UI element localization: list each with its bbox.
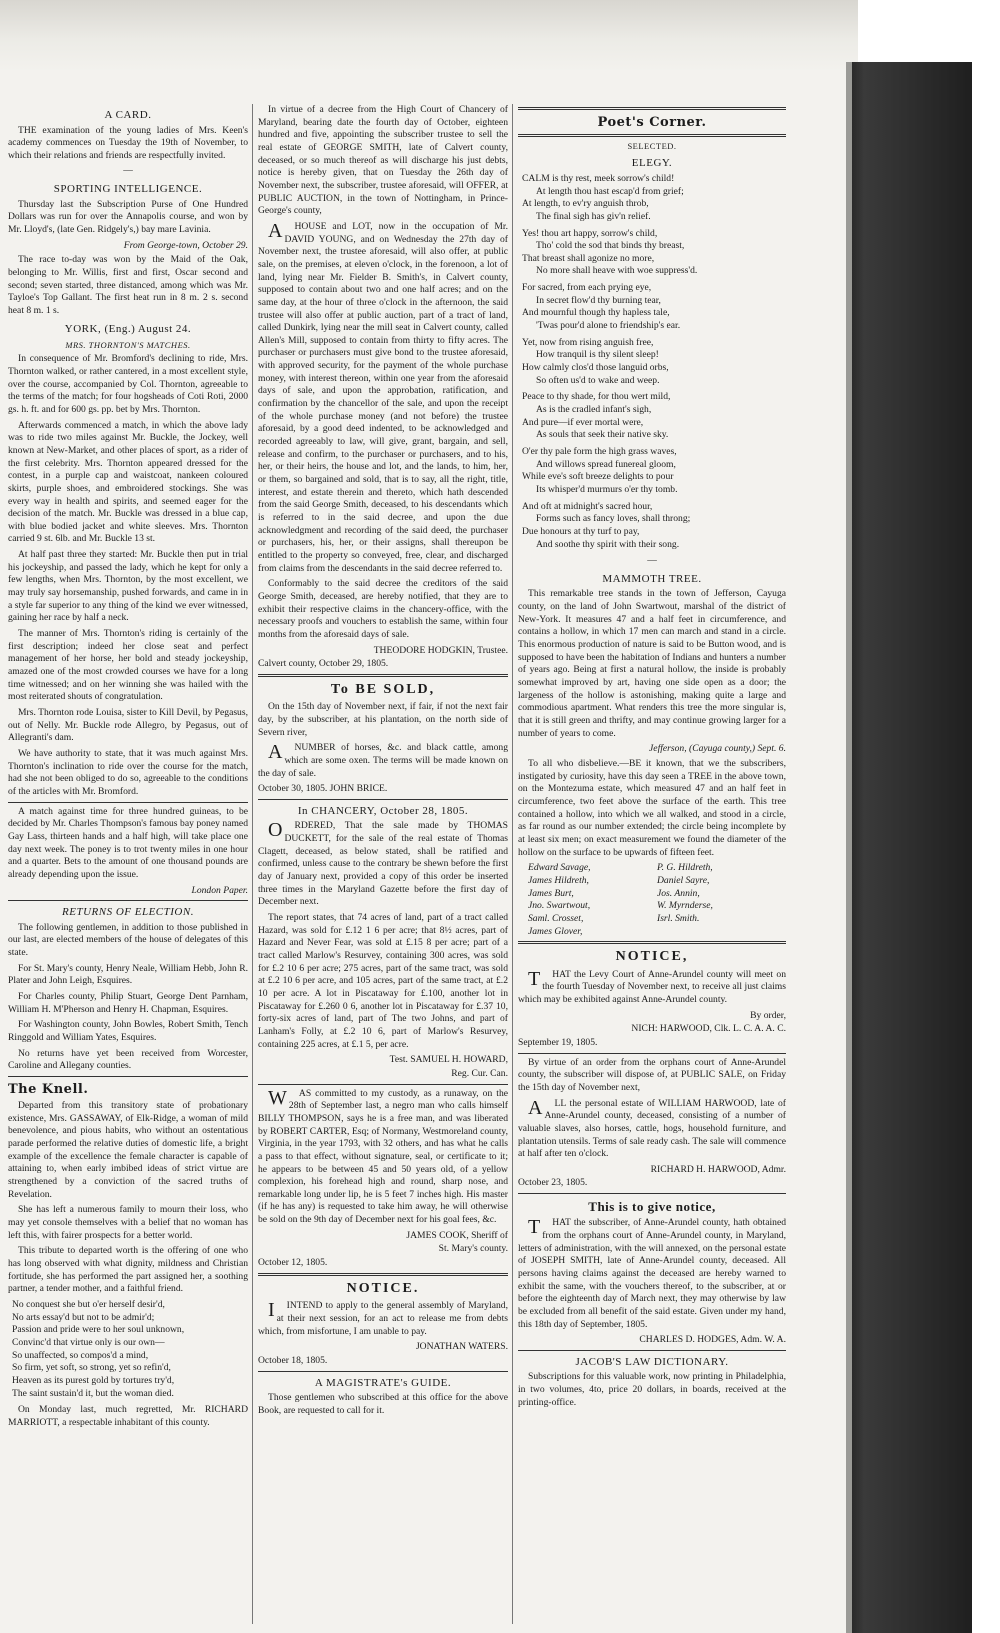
- notice-signature: JONATHAN WATERS.: [415, 1341, 508, 1353]
- thornton-paragraph: In consequence of Mr. Bromford's declining to ride, Mrs. Thornton walked, or rather cantered, in a most excellent style, over the course, accompanied by Col. Thornton, agreeable to the terms of the match; for four hogsheads of Coti Roti, 2000 gs. h. ft. and for 600 gs. pp. bet by Mrs. Thornton.: [8, 353, 248, 415]
- elegy-stanza: [518, 391, 786, 442]
- decree-paragraph: Conformably to the said decree the creditors of the said George Smith, deceased, are hereby notified, that they are to exhibit their respective claims in the chancery-office, with the necessary proofs and vouchers to establish the same, within four months from the aforesaid days of sale.: [258, 578, 508, 640]
- signatory: James Hildreth,: [528, 874, 589, 886]
- match-source: London Paper.: [191, 884, 248, 896]
- knell-title: The Knell.: [8, 1081, 89, 1097]
- poem-line: As is the cradled infant's sigh,: [536, 404, 652, 416]
- levy-signature: NICH: HARWOOD, Clk. L. C. A. A. C.: [631, 1023, 786, 1035]
- divider: [258, 1084, 508, 1085]
- poem-line: Peace to thy shade, for thou wert mild,: [522, 391, 671, 403]
- chancery-paragraph: The report states, that 74 acres of land, part of a tract called Hazard, was sold for £.12 1 6 per acre; that 8½ acres, part of Hazard and Never Fear, was sold at £.15 8 per acre; part of a tract called Marlow's Resurvey, containing 300 acres, was sold for £.2 10 6 per acre; 275 acres, part of the same tract, was sold at £.2 10 6 per acre, and 105 acres, part of the same tract, at £.2 10 per acre. A lot in Piscataway for £.100, another lot in Piscataway for £.260 0 6, another lot in Piscataway for £.37 10, forty-six acres of land, part of The two Johns, and part of Lanham's Folly, at £.2 10 6, part of Marlow's Resurvey, containing 225 acres, at £.1 5, per acre.: [258, 912, 508, 1050]
- give-notice-signature: CHARLES D. HODGES, Adm. W. A.: [639, 1334, 786, 1346]
- york-dateline: YORK, (Eng.) August 24.: [64, 322, 192, 335]
- book-binding: [852, 62, 972, 1633]
- poem-line: Convinc'd that virtue only is our own—: [12, 1336, 165, 1348]
- poem-line: And pure—if ever mortal were,: [522, 416, 644, 428]
- signatory: P. G. Hildreth,: [657, 862, 713, 874]
- signatory: Saml. Crosset,: [528, 912, 584, 924]
- divider: [258, 799, 508, 800]
- signatory: Edward Savage,: [528, 862, 591, 874]
- georgetown-dateline: From George-town, October 29.: [123, 239, 248, 251]
- harwood-paragraph: By virtue of an order from the orphans court of Anne-Arundel county, the subscriber will dispose of, at PUBLIC SALE, on Friday the 15th day of November next,: [518, 1056, 786, 1093]
- signatory: Jos. Annin,: [657, 887, 700, 899]
- elegy-stanza: [518, 446, 786, 497]
- poem-line: Its whisper'd murmurs o'er thy tomb.: [536, 483, 678, 495]
- sold-paragraph: ANUMBER of horses, &c. and black cattle, among which are some oxen. The terms will be made known on the day of sale.: [258, 741, 508, 779]
- mammoth-paragraph: To all who disbelieve.—BE it known, that we the subscribers, instigated by curiosity, have this day seen a TREE in the above town, on the Montezuma estate, which measured 47 and an half feet in circumference, two feet above the surface of the earth. This tree contained a hollow, into which we all walked, and stood in a circle, as far round as our number extended; the circle being incomplete by at least six men; on exact measurement we found the diameter of the hollow on the surface to be upwards of fifteen feet.: [518, 757, 786, 858]
- poem-line: The final sigh has giv'n relief.: [536, 210, 651, 222]
- poem-line: As souls that seek their native sky.: [536, 429, 669, 441]
- sporting-text: Thursday last the Subscription Purse of One Hundred Dollars was run for over the Annapolis course, and won by Mr. Lloyd's, (late Gen. Ridgely's,) bay mare Lavinia.: [8, 198, 248, 235]
- poem-line: No arts essay'd but not to be admir'd;: [12, 1311, 155, 1323]
- chancery-signature-title: Reg. Cur. Can.: [451, 1067, 508, 1079]
- poem-line: The saint sustain'd it, but the woman died.: [12, 1387, 174, 1399]
- guide-text: Those gentlemen who subscribed at this office for the above Book, are requested to call for it.: [258, 1392, 508, 1416]
- knell-paragraph: This tribute to departed worth is the offering of one who has long observed with what dignity, mildness and Christian fortitude, she has performed the part assigned her, a soothing partner, a tender mother, and a faithful friend.: [8, 1245, 248, 1295]
- signatory: James Burt,: [528, 887, 574, 899]
- election-paragraph: The following gentlemen, in addition to those published in our last, are elected members of the house of delegates of this state.: [8, 921, 248, 959]
- knell-paragraph: She has left a numerous family to mourn their loss, who may yet console themselves with a belief that no woman has left this, with fairer prospects for a better world.: [8, 1204, 248, 1241]
- chancery-paragraph: ORDERED, That the sale made by THOMAS DUCKETT, for the sale of the real estate of Thomas Clagett, deceased, as below stated, shall be ratified and confirmed, unless cause to the contrary be shewn before the first day of January next, provided a copy of this order be inserted three times in the Maryland Gazette before the first day of December next.: [258, 819, 508, 908]
- levy-text: THAT the Levy Court of Anne-Arundel county will meet on the fourth Tuesday of November next, to receive all just claims which may be exhibited against Anne-Arundel county.: [518, 967, 786, 1005]
- divider: [518, 1053, 786, 1054]
- card-text: THE examination of the young ladies of Mrs. Keen's academy commences on Tuesday the 19th of November, to which their relations and friends are respectfully invited.: [8, 124, 248, 161]
- poets-corner-title: Poet's Corner.: [597, 115, 707, 130]
- divider: [518, 941, 786, 944]
- levy-date: September 19, 1805.: [518, 1036, 598, 1048]
- divider: [518, 1350, 786, 1351]
- law-dictionary-title: JACOB'S LAW DICTIONARY.: [575, 1355, 729, 1368]
- sold-paragraph: On the 15th day of November next, if fair, if not the next fair day, by the subscriber, at his plantation, on the north side of Severn river,: [258, 701, 508, 738]
- poem-line: So unaffected, so compos'd a mind,: [12, 1349, 149, 1361]
- divider: [8, 900, 248, 901]
- poem-line: How tranquil is thy silent sleep!: [536, 349, 659, 361]
- poem-line: O'er thy pale form the high grass waves,: [522, 446, 677, 458]
- signatory: Jno. Swartwout,: [528, 900, 591, 912]
- sold-title: To BE SOLD,: [330, 681, 436, 697]
- column-rule: [252, 104, 253, 1624]
- decree-paragraph: In virtue of a decree from the High Court of Chancery of Maryland, bearing date the fourth day of October, eighteen hundred and five, appointing the subscriber trustee to sell the real estate of GEORGE SMITH, late of Calvert county, deceased, or so much thereof as will discharge his just debts, notice is hereby given, that on Tuesday the 26th day of November next, the subscriber, trustee aforesaid, will OFFER, at PUBLIC AUCTION, in the town of Nottingham, in Prince-George's county,: [258, 104, 508, 217]
- column-3: [518, 104, 786, 1624]
- poem-line: Heaven as its purest gold by tortures try'd,: [12, 1374, 175, 1386]
- guide-title: A MAGISTRATE's GUIDE.: [314, 1376, 452, 1389]
- election-paragraph: For St. Mary's county, Henry Neale, William Hebb, John R. Plater and John Leigh, Esquires.: [8, 962, 248, 987]
- chancery-date: In CHANCERY, October 28, 1805.: [297, 804, 469, 817]
- elegy-stanza: [518, 337, 786, 388]
- runaway-signature: JAMES COOK, Sheriff of: [406, 1229, 508, 1241]
- harwood-paragraph: ALL the personal estate of WILLIAM HARWOOD, late of Anne-Arundel county, deceased, consisting of a number of valuable slaves, also horses, cattle, hogs, household furniture, and plantation utensils. Terms of sale ready cash. The sale will commence at half after ten o'clock.: [518, 1096, 786, 1160]
- divider: [518, 107, 786, 110]
- thornton-paragraph: Afterwards commenced a match, in which the above lady was to ride two miles against Mr. Buckle, the Jockey, well known at New-Market, and other places of sport, as a rider of the first celebrity. Mrs. Thornton appeared dressed for the contest, in a purple cap and waistcoat, nankeen coloured skirts, purple shoes, and embroidered stockings. She was every way in health and spirits, and seemed eager for the decision of the match. Mr. Buckle was dressed in a blue cap, with blue bodied jacket and white sleeves. Mrs. Thornton carried 9 st. 6lb. and Mr. Buckle 13 st.: [8, 419, 248, 545]
- poem-line: That breast shall agonize no more,: [522, 252, 655, 264]
- poem-line: And soothe thy spirit with their song.: [536, 538, 680, 550]
- divider: [8, 1076, 248, 1077]
- poem-line: And willows spread funereal gloom,: [536, 458, 676, 470]
- give-notice-text: THAT the subscriber, of Anne-Arundel county, hath obtained from the orphans court of Anne-Arundel county, in Maryland, letters of administration, with the will annexed, on the personal estate of JOSEPH SMITH, late of Anne-Arundel county, deceased. All persons having claims against the deceased are hereby warned to exhibit the same, with the vouchers thereof, to the subscriber, at or before the eighteenth day of March next, they may otherwise by law be excluded from all benefit of the said estate. Given under my hand, this 18th day of September, 1805.: [518, 1216, 786, 1330]
- election-title: RETURNS OF ELECTION.: [62, 906, 194, 919]
- thornton-paragraph: At half past three they started: Mr. Buckle then put in trial his jockeyship, and passed the lady, which he kept for only a few lengths, when Mrs. Thornton, by the most excellent, we may truly say horsemanship, pushed forwards, and came in in a style far superior to any thing of the kind we ever witnessed, gaining her race by half a neck.: [8, 549, 248, 624]
- knell-paragraph: Departed from this transitory state of probationary existence, Mrs. GASSAWAY, of Elk-Ridge, a woman of mild benevolence, and pious habits, who without an ostentatious parade performed the relative duties of domestic life, a bright example of the excellence the female character is capable of attaining to, when early imbibed ideas of strict virtue are strengthened by a conviction of the sacred truths of Revelation.: [8, 1100, 248, 1200]
- mammoth-signatories: [518, 862, 786, 938]
- give-notice-title: This is to give notice,: [588, 1199, 716, 1215]
- poem-line: And mournful though thy hapless tale,: [522, 307, 670, 319]
- poem-line: At length, to ev'ry anguish throb,: [522, 198, 649, 210]
- thornton-paragraph: The manner of Mrs. Thornton's riding is certainly of the first description; indeed her close seat and perfect management of her horse, her bold and steady jockeyship, amazed one of the most crowded courses we have for a long time witnessed; and on her winning she was hailed with the most reiterated shouts of congratulation.: [8, 628, 248, 703]
- poem-line: So firm, yet soft, so strong, yet so refin'd,: [12, 1362, 171, 1374]
- column-rule: [512, 104, 513, 1624]
- divider: [258, 1371, 508, 1372]
- elegy-stanza: [518, 228, 786, 279]
- poem-line: 'Twas pour'd alone to friendship's ear.: [536, 320, 681, 332]
- mammoth-dateline: Jefferson, (Cayuga county,) Sept. 6.: [649, 743, 786, 755]
- card-title: A CARD.: [104, 109, 152, 121]
- divider: —: [123, 165, 133, 177]
- margin: [972, 0, 1000, 1633]
- poem-line: In secret flow'd thy burning tear,: [536, 294, 661, 306]
- poem-line: For sacred, from each prying eye,: [522, 282, 652, 294]
- poem-line: No more shall heave with woe suppress'd.: [536, 265, 698, 277]
- sold-signature: October 30, 1805. JOHN BRICE.: [258, 783, 388, 795]
- levy-title: NOTICE,: [615, 949, 689, 965]
- divider: —: [647, 555, 657, 567]
- divider: [258, 674, 508, 677]
- sporting-title: SPORTING INTELLIGENCE.: [53, 183, 203, 196]
- elegy-title: ELEGY.: [631, 157, 673, 170]
- harwood-signature: RICHARD H. HARWOOD, Admr.: [650, 1163, 786, 1175]
- selected-label: SELECTED.: [627, 141, 677, 152]
- mammoth-paragraph: This remarkable tree stands in the town of Jefferson, Cayuga county, on the land of John Swartwout, marshal of the district of New-York. It measures 47 and a half feet in circumference, and contains a hollow, in which 17 men can march and stand in a circle. This enormous production of nature is said to be Button wood, and is supposed to have been the habitation of Indians and hunters a number of years ago. Being at first a natural hollow, the inside is probably somewhat improved by art, having one side open as a door; the largeness of the hollow is astonishing, making quite a large and commodious apartment. What renders this tree the more singular is, that it is still green and thrifty, and may continue growing larger for a number of years to come.: [518, 588, 786, 739]
- knell-poem: [8, 1299, 248, 1400]
- runaway-signature-county: St. Mary's county.: [438, 1243, 508, 1255]
- divider: [518, 1193, 786, 1194]
- poem-line: Forms such as fancy loves, shall throng;: [536, 513, 691, 525]
- harwood-date: October 23, 1805.: [518, 1177, 588, 1189]
- notice-title: NOTICE.: [346, 1280, 420, 1296]
- divider: [258, 1273, 508, 1276]
- column-1: [8, 104, 248, 1624]
- poem-line: No conquest she but o'er herself desir'd,: [12, 1298, 165, 1310]
- runaway-date: October 12, 1805.: [258, 1257, 328, 1269]
- election-paragraph: For Charles county, Philip Stuart, George Dent Parnham, William H. M'Pherson and Henry H. Chapman, Esquires.: [8, 991, 248, 1015]
- election-paragraph: For Washington county, John Bowles, Robert Smith, Tench Ringgold and William Yates, Esquires.: [8, 1019, 248, 1043]
- match-text: A match against time for three hundred guineas, to be decided by Mr. Charles Thompson's famous bay poney named Gay Lass, thirteen hands and a half high, will take place one day next week. The poney is to trot twenty miles in one hour and a quarter. Bets to the amount of one thousand pounds are already depending upon the issue.: [8, 805, 248, 880]
- signatory: Isrl. Smith.: [657, 912, 700, 924]
- poem-line: Due honours at thy turf to pay,: [522, 525, 640, 537]
- poem-line: So often us'd to wake and weep.: [536, 374, 660, 386]
- divider: [518, 134, 786, 137]
- decree-paragraph: AHOUSE and LOT, now in the occupation of Mr. DAVID YOUNG, and on Wednesday the 27th day of November next, the trustee aforesaid, will also offer, at public sale, on the premises, at eleven o'clock, in the forenoon, a lot of land, lying near Mr. Fielder B. Smith's, in Calvert county, supposed to contain about two and one half acres; and on the same day, at the hour of three o'clock in the afternoon, the said trustee will also offer at public auction, part of a tract of land, called Dunkirk, lying near the mill seat in Calvert county, called Allen's Mill, supposed to contain from thirty to fifty acres. The purchaser or purchasers must give bond to the trustee aforesaid, with approved security, for the payment of the whole purchase money, with interest thereon, within one year from the aforesaid days of sale, and upon the approbation, ratification, and confirmation by the chancellor of the sale, and upon the receipt of the whole purchase money (and not before) the trustee aforesaid, by a good deed indented, to be acknowledged and recorded agreeably to law, will give, grant, bargain, and sell, release and confirm, to the purchaser or purchasers, and to his, her, or their heirs, the house and lot, and the lands, to him, her, or them, so bargained and sold, that is to say, all the right, title, interest, and estate therein and thereto, which hath descended from the said George Smith, deceased, to his descendants which is referred to in the said decree, and upon the due acknowledgment and recording of the said deed, the purchaser or purchasers, his, her, or their assigns, shall thereupon be entitled to the property so conveyed, free, clear, and discharged from claims from the descendants in the said decree referred to.: [258, 219, 508, 574]
- chancery-signature: Test. SAMUEL H. HOWARD,: [389, 1054, 508, 1066]
- runaway-text: WAS committed to my custody, as a runaway, on the 28th of September last, a negro man who calls himself BILLY THOMPSON, says he is a free man, and was liberated by ROBERT CARTER, Esq; of Normany, Westmoreland county, Virginia, in the year 1793, with 32 others, and has what he calls a pass to that effect, without signature, seal, or certificate to it; he appears to be between 45 and 50 years old, of a yellow complexion, his forehead high and round, sharp nose, and remarkable long under lip, he is 5 feet 7 inches high. His master (if he has any) is requested to take him away, he will otherwise be sold on the 9th day of December next for his goal fees, &c.: [258, 1086, 508, 1226]
- thornton-title: MRS. THORNTON'S MATCHES.: [65, 340, 191, 351]
- mammoth-title: MAMMOTH TREE.: [602, 572, 702, 585]
- column-2: [258, 104, 508, 1624]
- poem-line: And oft at midnight's sacred hour,: [522, 500, 653, 512]
- signatory: Daniel Sayre,: [657, 874, 710, 886]
- knell-paragraph: On Monday last, much regretted, Mr. RICHARD MARRIOTT, a respectable inhabitant of this county.: [8, 1404, 248, 1428]
- election-paragraph: No returns have yet been received from Worcester, Caroline and Allegany counties.: [8, 1047, 248, 1072]
- elegy-stanza: [518, 282, 786, 333]
- poem-line: Tho' cold the sod that binds thy breast,: [536, 240, 685, 252]
- signatory: W. Myrnderse,: [657, 900, 713, 912]
- poem-line: Yes! thou art happy, sorrow's child,: [522, 227, 658, 239]
- decree-signature: THEODORE HODGKIN, Trustee.: [373, 644, 508, 656]
- poem-line: Passion and pride were to her soul unknown,: [12, 1324, 185, 1336]
- decree-date: Calvert county, October 29, 1805.: [258, 658, 389, 670]
- thornton-paragraph: Mrs. Thornton rode Louisa, sister to Kill Devil, by Pegasus, out of Nelly. Mr. Buckle rode Allegro, by Pegasus, out of Allegranti's dam.: [8, 707, 248, 744]
- divider: [8, 802, 248, 803]
- notice-text: IINTEND to apply to the general assembly of Maryland, at their next session, for an act to release me from debts which, from misfortune, I am unable to pay.: [258, 1299, 508, 1337]
- levy-by-order: By order,: [750, 1009, 786, 1021]
- elegy-stanza: [518, 501, 786, 552]
- poem-line: How calmly clos'd those languid orbs,: [522, 362, 669, 374]
- elegy-stanza: [518, 173, 786, 224]
- notice-date: October 18, 1805.: [258, 1354, 328, 1366]
- signatory: James Glover,: [528, 925, 583, 937]
- law-dictionary-text: Subscriptions for this valuable work, now printing in Philadelphia, in two volumes, 4to, price 20 dollars, in boards, received at the printing-office.: [518, 1371, 786, 1408]
- poem-line: At length thou hast escap'd from grief;: [536, 185, 684, 197]
- poem-line: While eve's soft breeze delights to pour: [522, 471, 674, 483]
- georgetown-text: The race to-day was won by the Maid of the Oak, belonging to Mr. Willis, first and first, Oscar second and second; seven started, three distanced, among which was Mr. Tayloe's Top Gallant. The first heat run in 8 m. 2 s. second heat 8 m. 1 s.: [8, 254, 248, 316]
- thornton-paragraph: We have authority to state, that it was much against Mrs. Thornton's inclination to ride over the course for the match, had she not been obliged to do so, agreeable to the conditions of the articles with Mr. Bromford.: [8, 747, 248, 797]
- scan-top-edge: [0, 0, 858, 72]
- poem-line: Yet, now from rising anguish free,: [522, 336, 654, 348]
- poem-line: CALM is thy rest, meek sorrow's child!: [522, 172, 675, 184]
